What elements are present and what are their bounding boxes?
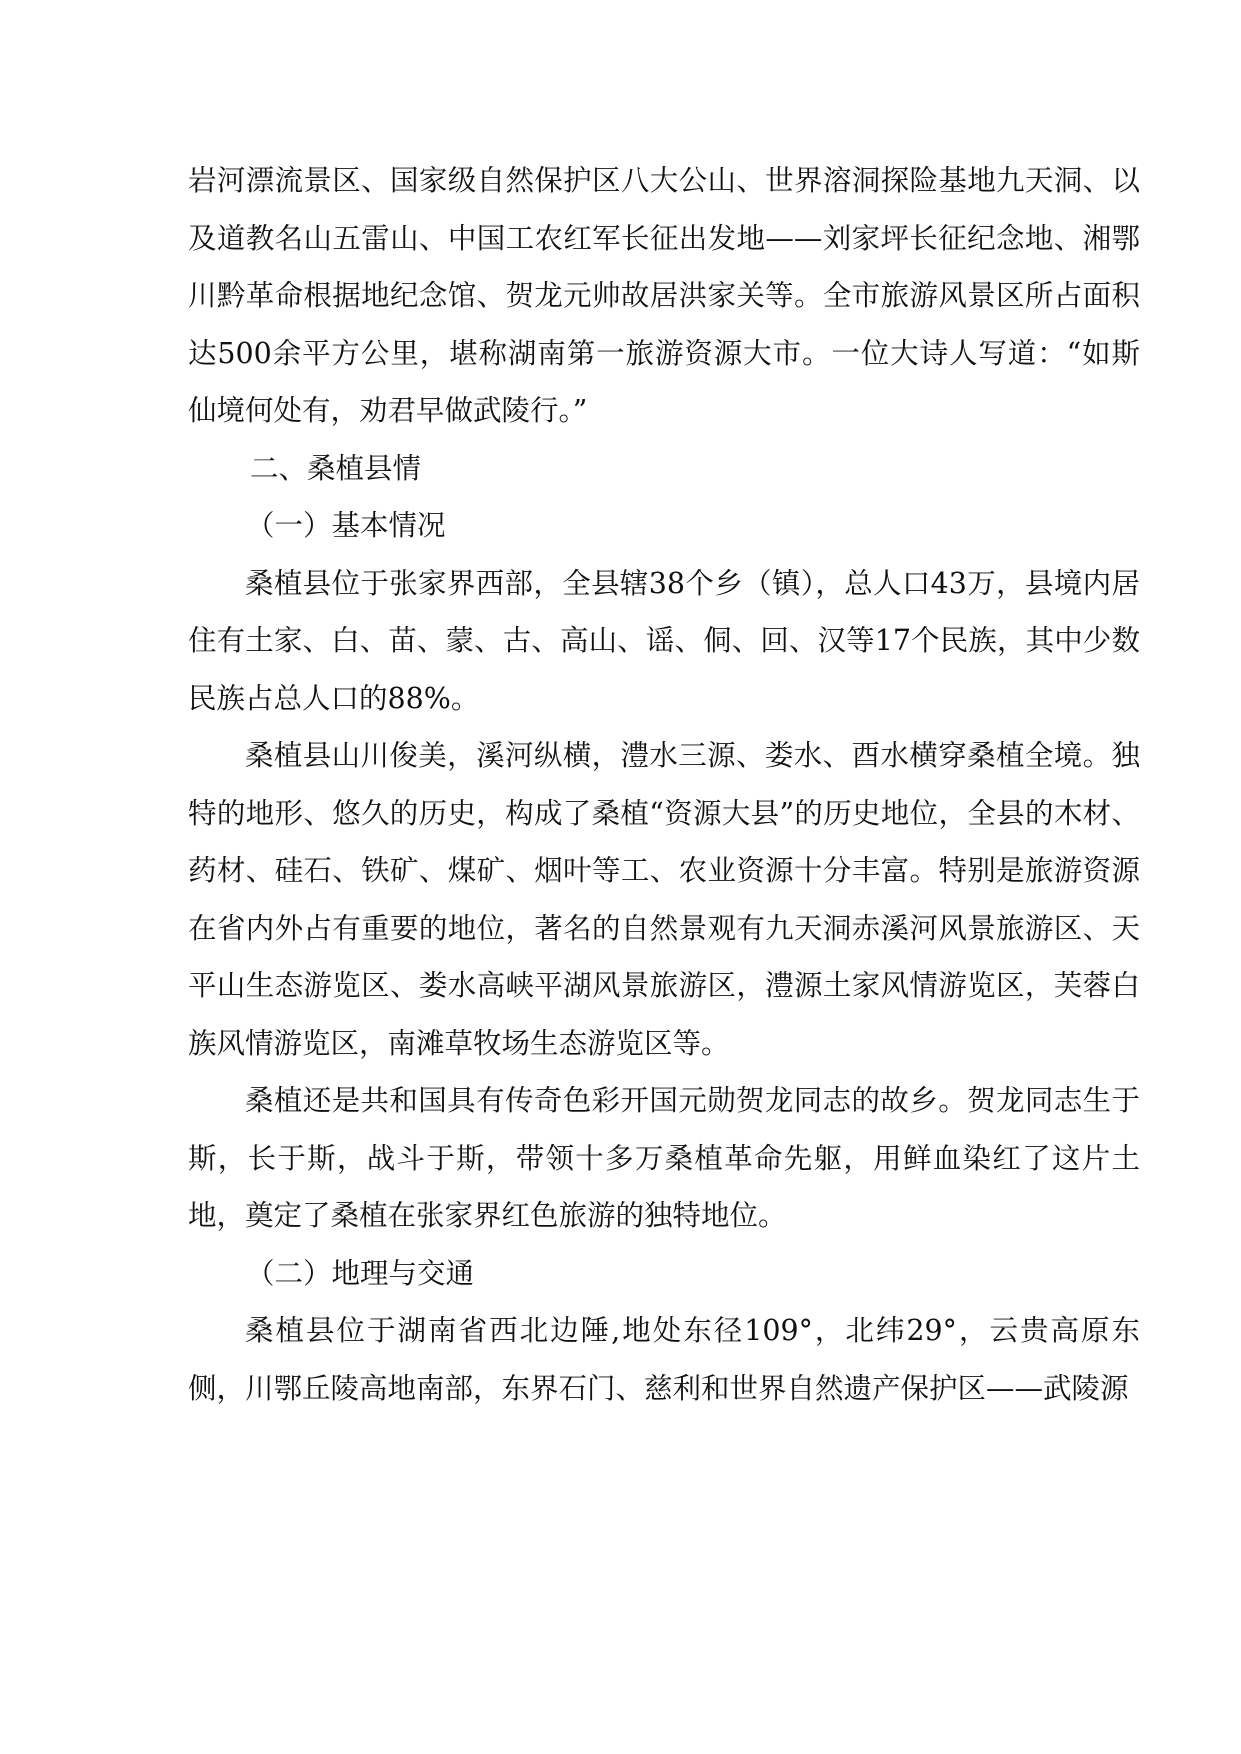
document-body	[188, 152, 1140, 1417]
paragraph-resources: 桑植县山川俊美，溪河纵横，澧水三源、娄水、酉水横穿桑植全境。独特的地形、悠久的历史，构成了桑植“资源大县”的历史地位，全县的木材、药材、硅石、铁矿、煤矿、烟叶等工、农业资源十分丰富。特别是旅游资源在省内外占有重要的地位，著名的自然景观有九天洞赤溪河风景旅游区、天平山生态游览区、娄水高峡平湖风景旅游区，澧源土家风情游览区，芙蓉白族风情游览区，南滩草牧场生态游览区等。	[188, 739, 1140, 1060]
paragraph-population: 桑植县位于张家界西部，全县辖38个乡（镇），总人口43万，县境内居住有土家、白、苗、蒙、古、高山、谣、侗、回、汉等17个民族，其中少数民族占总人口的88%。	[188, 566, 1140, 715]
paragraph-scenic-areas: 岩河漂流景区、国家级自然保护区八大公山、世界溶洞探险基地九天洞、以及道教名山五雷山、中国工农红军长征出发地——刘家坪长征纪念地、湘鄂川黔革命根据地纪念馆、贺龙元帅故居洪家关等。全市旅游风景区所占面积达500余平方公里，堪称湖南第一旅游资源大市。一位大诗人写道：“如斯仙境何处有，劝君早做武陵行。”	[188, 164, 1140, 427]
subsection-heading-geography: （二）地理与交通	[246, 1256, 475, 1290]
paragraph-geography: 桑植县位于湖南省西北边陲,地处东径109°，北纬29°，云贵高原东侧，川鄂丘陵高地南部，东界石门、慈利和世界自然遗产保护区——武陵源	[188, 1314, 1140, 1405]
section-heading-sangzhi: 二、桑植县情	[250, 451, 422, 485]
paragraph-he-long: 桑植还是共和国具有传奇色彩开国元勋贺龙同志的故乡。贺龙同志生于斯，长于斯，战斗于斯，带领十多万桑植革命先躯，用鲜血染红了这片土地，奠定了桑植在张家界红色旅游的独特地位。	[188, 1084, 1140, 1232]
subsection-heading-basic-info: （一）基本情况	[246, 509, 446, 542]
